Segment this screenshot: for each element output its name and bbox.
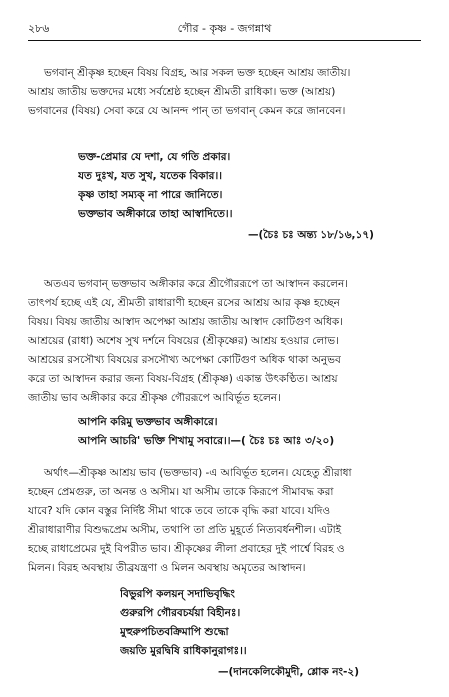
text-line: অর্থাৎ—শ্রীকৃষ্ণ আশ্রয় ভাব (ভক্তভাব) -এ আবির্ভূত হলেন। যেহেতু শ্রীরাধা [44, 467, 352, 479]
text-line: ভগবানের (বিষয়) সেবা করে যে আনন্দ পান্ তা ভগবান্ কেমন করে জানবেন। [28, 105, 346, 117]
paragraph-1 [28, 64, 420, 121]
verse-line: কৃষ্ণ তাহা সম্যক্ না পারে জানিতে। [78, 189, 223, 201]
text-line: শ্রীরাধারাণীর বিশুদ্ধপ্রেম অসীম, তথাপি তা প্রতি মুহূর্তে নিত্যবর্ধনশীল। এটাই [28, 524, 342, 536]
text-line: তাৎপর্য হচ্ছে এই যে, শ্রীমতী রাধারাণী হচ্ছেন রসের আশ্রয় আর কৃষ্ণ হচ্ছেন [28, 297, 340, 309]
text-line: আশ্রয়ের (রাধা) অশেষ সুখ দর্শনে বিষয়ের (শ্রীকৃষ্ণের) আশ্রয় হওয়ার লোভ। [28, 335, 339, 347]
verse-1 [78, 148, 408, 224]
verse-line: বিভুরপি কলয়ন্ সদাভিবৃদ্ধিং [120, 588, 235, 600]
text-line: আশ্রয়ের রসসৌখ্য বিষয়ের রসসৌখ্য অপেক্ষা কোটিগুণ অধিক থাকা অনুভব [28, 354, 341, 366]
text-line: করে তা আস্বাদন করার জন্য বিষয়-বিগ্রহ (শ্রীকৃষ্ণ) একান্ত উৎকণ্ঠিত। আশ্রয় [28, 373, 338, 385]
page-header [28, 20, 421, 38]
paragraph-3 [28, 464, 420, 578]
text-line: হচ্ছে রাধাপ্রেমের দুই বিপরীত ভাব। শ্রীকৃষ্ণের লীলা প্রবাহের দুই পার্শ্বে বিরহ ও [28, 543, 345, 555]
verse-line: ভক্তভাব অঙ্গীকারে তাহা আস্বাদিতে।। [78, 208, 233, 220]
verse-line: জয়তি মুরদ্বিষি রাধিকানুরাগঃ।। [120, 645, 247, 657]
text-line: অতএব ভগবান্ ভক্তভাব অঙ্গীকার করে শ্রীগৌররূপে তা আস্বাদন করলেন। [44, 278, 349, 290]
verse-line: যত দুঃখ, যত সুখ, যতেক বিকার।। [78, 170, 222, 182]
citation-2: —(দানকেলিকৌমুদী, শ্লোক নং-২) [218, 666, 360, 678]
header-rule [28, 40, 421, 41]
citation-1: —(চৈঃ চঃ অন্ত্য ১৮/১৬,১৭) [248, 229, 374, 241]
paragraph-2 [28, 275, 420, 408]
page-number: ২৮৬ [28, 22, 50, 35]
text-line: আশ্রয় জাতীয় ভক্তদের মধ্যে সর্বশ্রেষ্ঠ হচ্ছেন শ্রীমতী রাধিকা। ভক্ত (আশ্রয়) [28, 86, 336, 98]
verse-line: আপনি করিমু ভক্তভাব অঙ্গীকারে। [78, 416, 218, 428]
text-line: জাতীয় ভাব অঙ্গীকার করে শ্রীকৃষ্ণ গৌররূপে আবির্ভূত হলেন। [28, 392, 281, 404]
text-line: হচ্ছেন প্রেমগুরু, তা অনন্ত ও অসীম। যা অসীম তাকে কিরূপে সীমাবদ্ধ করা [28, 486, 334, 498]
verse-line: ভক্ত-প্রেমার যে দশা, যে গতি প্রকার। [78, 151, 231, 163]
text-line: মিলন। বিরহ অবস্থায় তীব্রযন্ত্রণা ও মিলন অবস্থায় অমৃতের আস্বাদন। [28, 562, 306, 574]
text-line: যাবে? যদি কোন বস্তুর নির্দিষ্ট সীমা থাকে তবে তাকে বৃদ্ধি করা যাবে। যদিও [28, 505, 331, 517]
verse-3 [120, 585, 410, 661]
verse-line: মুহুরুপচিতবক্রিমাপি শুদ্ধো [120, 626, 229, 638]
running-title: গৌর - কৃষ্ণ - জগন্নাথ [177, 22, 272, 35]
text-line: বিষয়। বিষয় জাতীয় আস্বাদ অপেক্ষা আশ্রয় জাতীয় আস্বাদ কোটিগুণ অধিক। [28, 316, 344, 328]
verse-line: গুরুরপি গৌরবচর্যয়া বিহীনঃ। [120, 607, 241, 619]
verse-line: আপনি আচরি' ভক্তি শিখামু সবারে।।—( চৈঃ চঃ আঃ ৩/২০) [78, 435, 335, 447]
verse-2 [78, 413, 408, 451]
text-line: ভগবান্ শ্রীকৃষ্ণ হচ্ছেন বিষয় বিগ্রহ, আর সকল ভক্ত হচ্ছেন আশ্রয় জাতীয়। [44, 67, 351, 79]
